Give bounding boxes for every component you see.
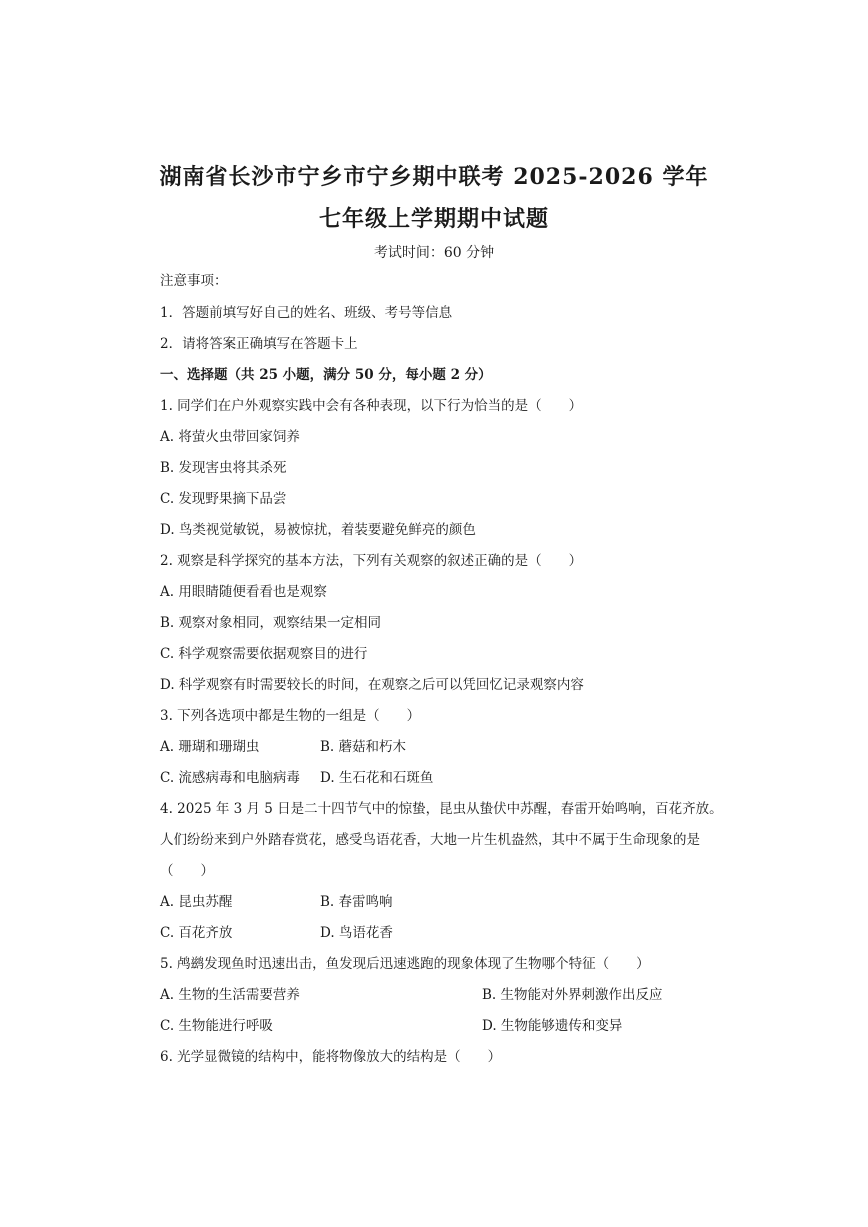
notice-heading: 注意事项： bbox=[160, 273, 228, 289]
question-4-stem-line3: （ ） bbox=[160, 863, 214, 879]
question-3-option-a: A. 珊瑚和珊瑚虫 bbox=[160, 739, 260, 755]
question-4-stem-line1: 4. 2025 年 3 月 5 日是二十四节气中的惊蛰，昆虫从蛰伏中苏醒，春雷开始鸣响，百花齐放。 bbox=[160, 801, 723, 817]
exam-title-line1: 湖南省长沙市宁乡市宁乡期中联考 2025-2026 学年 bbox=[159, 164, 709, 190]
notice-item-2: 2．请将答案正确填写在答题卡上 bbox=[160, 336, 358, 352]
question-4-option-c: C. 百花齐放 bbox=[160, 925, 233, 941]
question-1-option-b: B. 发现害虫将其杀死 bbox=[160, 460, 287, 476]
question-2-option-d: D. 科学观察有时需要较长的时间，在观察之后可以凭回忆记录观察内容 bbox=[160, 677, 584, 693]
question-4-option-a: A. 昆虫苏醒 bbox=[160, 894, 233, 910]
question-1-option-c: C. 发现野果摘下品尝 bbox=[160, 491, 287, 507]
question-2-option-a: A. 用眼睛随便看看也是观察 bbox=[160, 584, 327, 600]
notice-item-1: 1．答题前填写好自己的姓名、班级、考号等信息 bbox=[160, 305, 453, 321]
question-2-option-c: C. 科学观察需要依据观察目的进行 bbox=[160, 646, 368, 662]
question-4-option-b: B. 春雷鸣响 bbox=[320, 894, 393, 910]
exam-time: 考试时间：60 分钟 bbox=[373, 245, 495, 261]
question-5-option-b: B. 生物能对外界刺激作出反应 bbox=[482, 987, 663, 1003]
question-3-option-d: D. 生石花和石斑鱼 bbox=[320, 770, 434, 786]
section-heading: 一、选择题（共 25 小题，满分 50 分，每小题 2 分） bbox=[160, 367, 492, 383]
question-5-option-c: C. 生物能进行呼吸 bbox=[160, 1018, 273, 1034]
question-3-option-b: B. 蘑菇和朽木 bbox=[320, 739, 407, 755]
question-4-stem-line2: 人们纷纷来到户外踏春赏花，感受鸟语花香，大地一片生机盎然，其中不属于生命现象的是 bbox=[160, 832, 700, 848]
question-2-stem: 2. 观察是科学探究的基本方法，下列有关观察的叙述正确的是（ ） bbox=[160, 553, 583, 569]
question-3-stem: 3. 下列各选项中都是生物的一组是（ ） bbox=[160, 708, 421, 724]
question-3-option-c: C. 流感病毒和电脑病毒 bbox=[160, 770, 300, 786]
question-1-option-d: D. 鸟类视觉敏锐，易被惊扰，着装要避免鲜亮的颜色 bbox=[160, 522, 476, 538]
question-5-option-d: D. 生物能够遗传和变异 bbox=[482, 1018, 623, 1034]
question-5-stem: 5. 鸬鹚发现鱼时迅速出击，鱼发现后迅速逃跑的现象体现了生物哪个特征（ ） bbox=[160, 956, 650, 972]
exam-title-line2: 七年级上学期期中试题 bbox=[318, 206, 549, 232]
question-1-option-a: A. 将萤火虫带回家饲养 bbox=[160, 429, 300, 445]
question-6-stem: 6. 光学显微镜的结构中，能将物像放大的结构是（ ） bbox=[160, 1049, 502, 1065]
question-1-stem: 1. 同学们在户外观察实践中会有各种表现，以下行为恰当的是（ ） bbox=[160, 398, 583, 414]
question-4-option-d: D. 鸟语花香 bbox=[320, 925, 393, 941]
question-2-option-b: B. 观察对象相同，观察结果一定相同 bbox=[160, 615, 382, 631]
question-5-option-a: A. 生物的生活需要营养 bbox=[160, 987, 300, 1003]
